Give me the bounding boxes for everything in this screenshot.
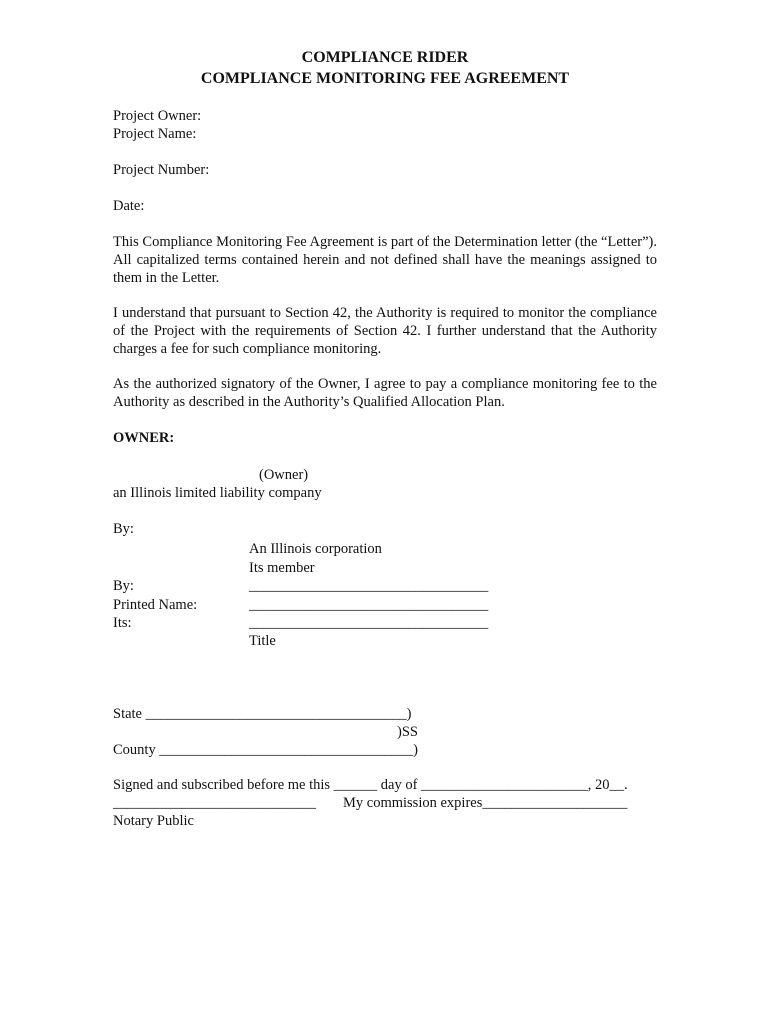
printed-name-line: _________________________________ <box>249 597 489 613</box>
its-line: _________________________________ <box>249 615 489 631</box>
owner-entity: an Illinois limited liability company <box>113 485 322 501</box>
document-title: COMPLIANCE RIDER <box>301 49 469 66</box>
member-role: Its member <box>249 560 315 576</box>
paragraph-fee-consent: As the authorized signatory of the Owner, I agree to pay a compliance monitoring fee to the Authority as described in the Authority’s Qualified Allocation Plan. <box>113 376 657 410</box>
county-line: County ___________________________________) <box>113 742 418 758</box>
title-caption: Title <box>249 633 276 649</box>
member-entity: An Illinois corporation <box>249 541 382 557</box>
signature-line: _________________________________ <box>249 578 489 594</box>
paragraph-section-42: I understand that pursuant to Section 42, the Authority is required to monitor the compliance of the Project with the requirements of Section 42. I further understand that the Authority charges a fee for such compliance monitoring. <box>113 305 657 357</box>
paragraph-agreement-intro: This Compliance Monitoring Fee Agreement is part of the Determination letter (the “Letter”). All capitalized terms contained herein and not defined shall have the meanings assigned to them in the Letter. <box>113 234 657 286</box>
owner-placeholder: (Owner) <box>259 467 309 483</box>
its-label: Its: <box>113 615 132 631</box>
project-name-label: Project Name: <box>113 126 197 142</box>
signed-subscribed-line: Signed and subscribed before me this ______ day of _______________________, 20__. <box>113 777 628 793</box>
printed-name-label: Printed Name: <box>113 597 198 613</box>
commission-expires-line: My commission expires____________________ <box>343 795 628 811</box>
notary-public-label: Notary Public <box>113 813 194 829</box>
owner-heading: OWNER: <box>113 430 175 446</box>
date-label: Date: <box>113 198 145 214</box>
signer-by-label: By: <box>113 578 134 594</box>
state-line: State ____________________________________) <box>113 706 412 722</box>
notary-signature-line: ____________________________ <box>113 795 316 811</box>
by-label: By: <box>113 521 134 537</box>
document-subtitle: COMPLIANCE MONITORING FEE AGREEMENT <box>200 70 570 87</box>
project-number-label: Project Number: <box>113 162 210 178</box>
project-owner-label: Project Owner: <box>113 108 202 124</box>
ss-marker: )SS <box>397 724 418 740</box>
